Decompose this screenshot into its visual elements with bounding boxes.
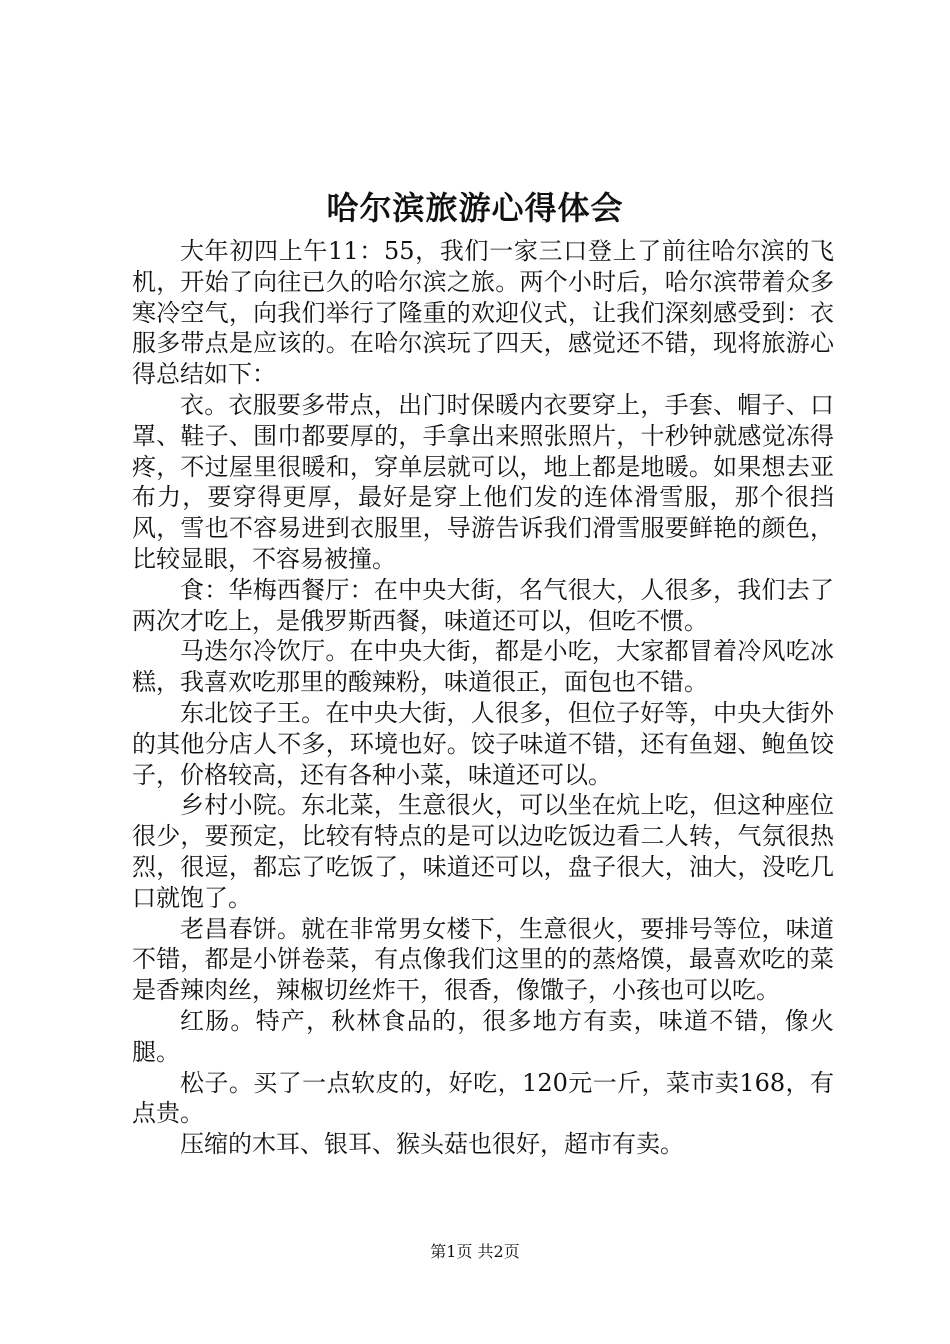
paragraph-food-village-yard: 乡村小院。东北菜，生意很火，可以坐在炕上吃，但这种座位很少，要预定，比较有特点的是可以边吃饭边看二人转，气氛很热烈，很逗，都忘了吃饭了，味道还可以，盘子很大，油大，没吃几口就饱了。 bbox=[132, 791, 834, 912]
paragraph-food-dumpling-king: 东北饺子王。在中央大街，人很多，但位子好等，中央大街外的其他分店人不多，环境也好。饺子味道不错，还有鱼翅、鲍鱼饺子，价格较高，还有各种小菜，味道还可以。 bbox=[132, 698, 834, 789]
paragraph-dried-goods: 压缩的木耳、银耳、猴头菇也很好，超市有卖。 bbox=[180, 1130, 684, 1159]
paragraph-clothing: 衣。衣服要多带点，出门时保暖内衣要穿上，手套、帽子、口罩、鞋子、围巾都要厚的，手拿出来照张照片，十秒钟就感觉冻得疼，不过屋里很暖和，穿单层就可以，地上都是地暖。如果想去亚布力，要穿得更厚，最好是穿上他们发的连体滑雪服，那个很挡风，雪也不容易进到衣服里，导游告诉我们滑雪服要鲜艳的颜色，比较显眼，不容易被撞。 bbox=[132, 390, 834, 573]
paragraph-food-madieer: 马迭尔冷饮厅。在中央大街，都是小吃，大家都冒着冷风吃冰糕，我喜欢吃那里的酸辣粉，味道很正，面包也不错。 bbox=[132, 637, 834, 697]
page-number-footer: 第1页 共2页 bbox=[430, 1242, 520, 1261]
paragraph-food-huamei: 食：华梅西餐厅：在中央大街，名气很大，人很多，我们去了两次才吃上，是俄罗斯西餐，味道还可以，但吃不惯。 bbox=[132, 575, 834, 635]
document-body bbox=[132, 236, 834, 1160]
paragraph-red-sausage: 红肠。特产，秋林食品的，很多地方有卖，味道不错，像火腿。 bbox=[132, 1006, 834, 1066]
paragraph-food-laochang-chunbing: 老昌春饼。就在非常男女楼下，生意很火，要排号等位，味道不错，都是小饼卷菜，有点像我们这里的的蒸烙馍，最喜欢吃的菜是香辣肉丝，辣椒切丝炸干，很香，像馓子，小孩也可以吃。 bbox=[132, 914, 834, 1005]
paragraph-pine-nuts: 松子。买了一点软皮的，好吃，120元一斤，菜市卖168，有点贵。 bbox=[132, 1068, 834, 1128]
paragraph-intro: 大年初四上午11：55，我们一家三口登上了前往哈尔滨的飞机，开始了向往已久的哈尔滨之旅。两个小时后，哈尔滨带着众多寒冷空气，向我们举行了隆重的欢迎仪式，让我们深刻感受到：衣服多带点是应该的。在哈尔滨玩了四天，感觉还不错，现将旅游心得总结如下： bbox=[132, 237, 834, 389]
document-title: 哈尔滨旅游心得体会 bbox=[326, 189, 624, 227]
